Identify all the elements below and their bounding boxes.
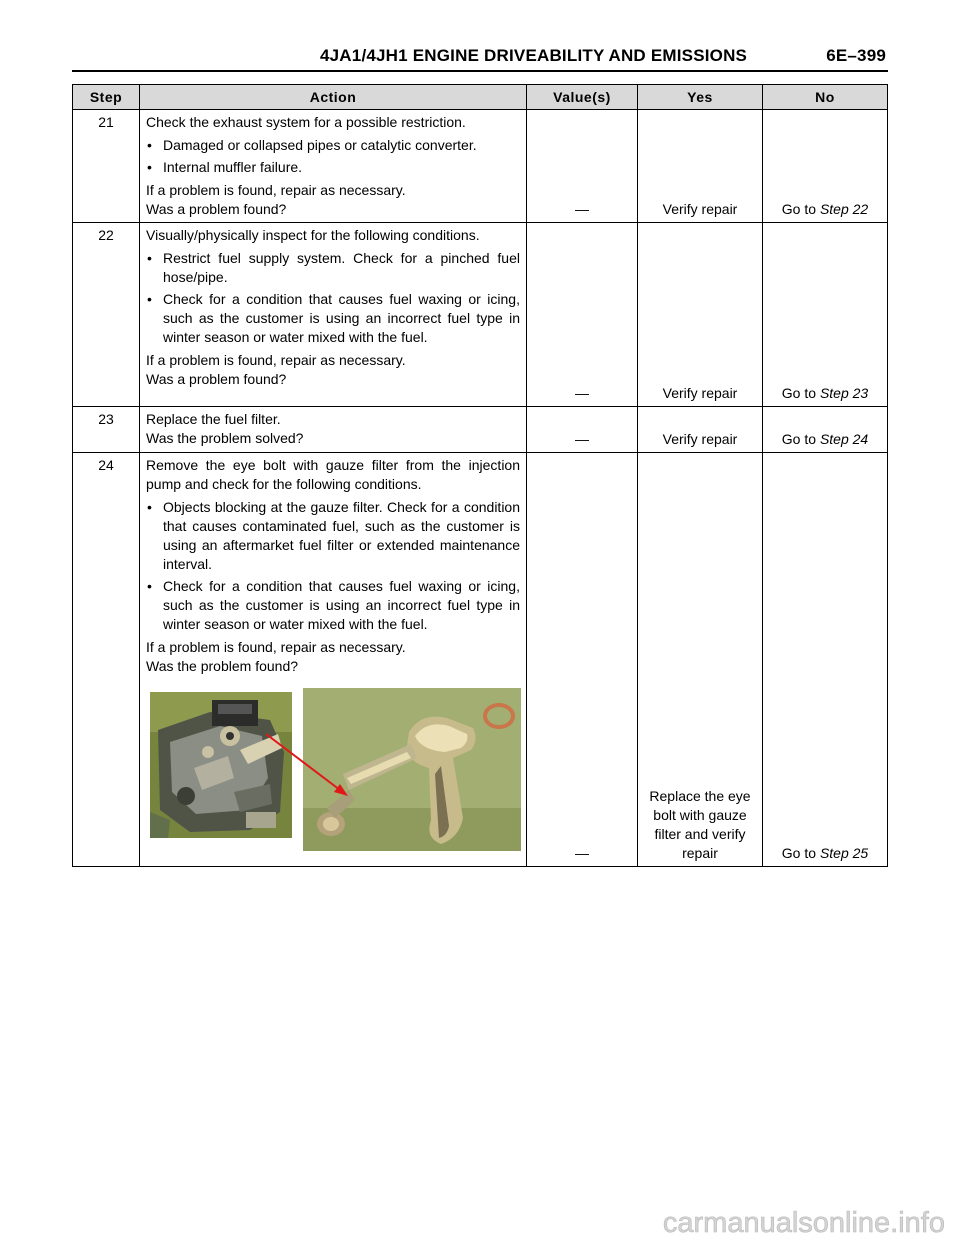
- action-instruction: If a problem is found, repair as necessary.: [146, 639, 406, 655]
- action-intro: Check the exhaust system for a possible restriction.: [146, 114, 466, 130]
- action-question: Was the problem found?: [146, 658, 299, 674]
- column-header-no: No: [763, 85, 888, 110]
- step-number: 22: [73, 223, 140, 407]
- action-cell: [140, 407, 527, 453]
- yes-cell: Verify repair: [638, 223, 763, 407]
- column-header-action: Action: [140, 85, 527, 110]
- no-cell: [763, 407, 888, 453]
- list-item: • Check for a condition that causes fuel waxing or icing, such as the customer is using an incorrect fuel type in winter season or water mixed with the fuel.: [146, 577, 520, 634]
- red-pointer-arrow-icon: [146, 688, 526, 856]
- table-header-row: [73, 85, 888, 110]
- table-row-step-22: [73, 223, 888, 407]
- no-cell: [763, 453, 888, 867]
- action-cell: [140, 110, 527, 223]
- value-cell: —: [527, 110, 638, 223]
- header-divider: [72, 70, 888, 72]
- no-prefix: Go to: [781, 385, 820, 401]
- action-intro: Visually/physically inspect for the following conditions.: [146, 227, 480, 243]
- list-item: • Restrict fuel supply system. Check for a pinched fuel hose/pipe.: [146, 249, 520, 287]
- no-prefix: Go to: [781, 845, 820, 861]
- condition-list: [146, 136, 520, 177]
- table-row-step-21: [73, 110, 888, 223]
- step-link[interactable]: Step 25: [819, 845, 869, 861]
- step-number: 24: [73, 453, 140, 867]
- condition-list: [146, 498, 520, 634]
- value-cell: —: [527, 453, 638, 867]
- list-item: • Internal muffler failure.: [146, 158, 520, 177]
- step-link[interactable]: Step 22: [819, 201, 869, 217]
- value-cell: —: [527, 407, 638, 453]
- list-item: • Damaged or collapsed pipes or catalytic converter.: [146, 136, 520, 155]
- yes-cell: Verify repair: [638, 407, 763, 453]
- manual-section-title: 4JA1/4JH1 ENGINE DRIVEABILITY AND EMISSIONS: [320, 46, 748, 65]
- action-cell: [140, 453, 527, 867]
- step-link[interactable]: Step 24: [819, 431, 869, 447]
- action-instruction: If a problem is found, repair as necessary.: [146, 182, 406, 198]
- column-header-values: Value(s): [527, 85, 638, 110]
- action-intro: Replace the fuel filter.: [146, 411, 281, 427]
- no-prefix: Go to: [781, 431, 820, 447]
- footer-watermark: [0, 1204, 960, 1242]
- step-number: 23: [73, 407, 140, 453]
- action-cell: [140, 223, 527, 407]
- column-header-yes: Yes: [638, 85, 763, 110]
- step-link[interactable]: Step 23: [819, 385, 869, 401]
- action-intro: Remove the eye bolt with gauze filter from the injection pump and check for the following conditions.: [146, 457, 520, 492]
- no-cell: [763, 110, 888, 223]
- action-question: Was a problem found?: [146, 201, 287, 217]
- diagnostic-table: [72, 84, 888, 867]
- page-number: 6E–399: [826, 46, 886, 65]
- no-cell: [763, 223, 888, 407]
- step-number: 21: [73, 110, 140, 223]
- column-header-step: Step: [73, 85, 140, 110]
- table-row-step-24: [73, 453, 888, 867]
- component-photos: [146, 688, 520, 856]
- condition-list: [146, 249, 520, 347]
- value-cell: —: [527, 223, 638, 407]
- watermark-text: carmanualsonline.info: [662, 1207, 945, 1239]
- yes-cell: Verify repair: [638, 110, 763, 223]
- table-row-step-23: [73, 407, 888, 453]
- list-item: • Check for a condition that causes fuel waxing or icing, such as the customer is using an incorrect fuel type in winter season or water mixed with the fuel.: [146, 290, 520, 347]
- action-question: Was a problem found?: [146, 371, 287, 387]
- no-prefix: Go to: [781, 201, 820, 217]
- list-item: • Objects blocking at the gauze filter. Check for a condition that causes contaminated fuel, such as the customer is using an aftermarket fuel filter or extended maintenance interval.: [146, 498, 520, 574]
- action-instruction: If a problem is found, repair as necessary.: [146, 352, 406, 368]
- yes-cell: Replace the eye bolt with gauze filter and verify repair: [638, 453, 763, 867]
- action-question: Was the problem solved?: [146, 430, 304, 446]
